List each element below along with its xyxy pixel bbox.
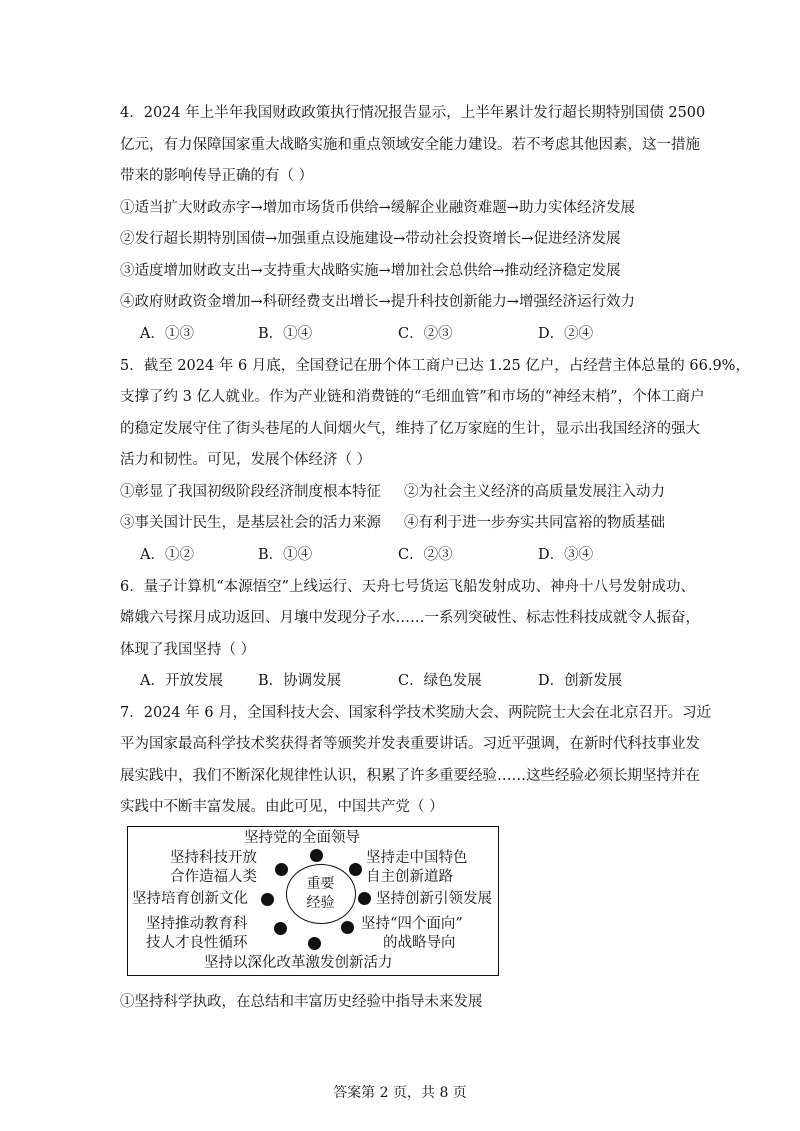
q5-option-a: A．①② <box>140 547 194 563</box>
dot-top-left <box>275 863 288 876</box>
q5-line-1: 5．截至 2024 年 6 月底，全国登记在册个体工商户已达 1.25 亿户，占经营主体总量的 66.9%， <box>120 358 750 374</box>
q6-option-b: B．协调发展 <box>258 673 342 689</box>
experience-diagram <box>127 826 499 976</box>
q6-line-1: 6．量子计算机“本源悟空”上线运行、天舟七号货运飞船发射成功、神舟十八号发射成功、 <box>120 579 696 595</box>
q4-item-4: ④政府财政资金增加→科研经费支出增长→提升科技创新能力→增强经济运行效力 <box>120 294 635 310</box>
label-bottom-left-2: 技人才良性循环 <box>146 935 248 951</box>
label-top-left-2: 合作造福人类 <box>170 869 257 885</box>
label-bottom-right-1: 坚持“四个面向” <box>361 916 463 932</box>
q4-option-a: A．①③ <box>140 326 194 342</box>
q4-item-1: ①适当扩大财政赤字→增加市场货币供给→缓解企业融资难题→助力实体经济发展 <box>120 200 635 216</box>
q4-option-b: B．①④ <box>258 326 313 342</box>
page-footer: 答案第 2 页，共 8 页 <box>333 1085 467 1101</box>
q4-line-3: 带来的影响传导正确的有（ ） <box>120 168 314 184</box>
q5-option-d: D．③④ <box>538 547 594 563</box>
q4-line-1: 4．2024 年上半年我国财政政策执行情况报告显示，上半年累计发行超长期特别国债 2500 <box>120 105 706 121</box>
label-top-right-1: 坚持走中国特色 <box>366 850 468 866</box>
q4-item-2: ②发行超长期特别国债→加强重点设施建设→带动社会投资增长→促进经济发展 <box>120 231 621 247</box>
label-bottom-left-1: 坚持推动教育科 <box>146 916 248 932</box>
dot-bottom <box>308 937 321 950</box>
dot-right <box>358 892 371 905</box>
q7-line-4: 实践中不断丰富发展。由此可见，中国共产党（ ） <box>120 799 444 815</box>
q4-option-c: C．②③ <box>398 326 453 342</box>
q4-option-d: D．②④ <box>538 326 594 342</box>
q5-option-b: B．①④ <box>258 547 313 563</box>
label-top-right-2: 自主创新道路 <box>366 869 453 885</box>
q7-line-3: 展实践中，我们不断深化规律性认识，积累了许多重要经验……这些经验必须长期坚持并在 <box>120 768 700 784</box>
label-top: 坚持党的全面领导 <box>244 830 360 846</box>
label-left: 坚持培育创新文化 <box>132 891 248 907</box>
q5-option-c: C．②③ <box>398 547 453 563</box>
q6-option-a: A．开放发展 <box>140 673 223 689</box>
q5-item-4: ④有利于进一步夯实共同富裕的物质基础 <box>404 515 665 531</box>
q6-option-c: C．绿色发展 <box>398 673 482 689</box>
q4-item-3: ③适度增加财政支出→支持重大战略实施→增加社会总供给→推动经济稳定发展 <box>120 263 621 279</box>
center-label-2: 经验 <box>306 895 335 911</box>
dot-bottom-right <box>341 921 354 934</box>
label-bottom-right-2: 的战略导向 <box>383 935 456 951</box>
q5-line-4: 活力和韧性。可见，发展个体经济（ ） <box>120 452 372 468</box>
center-label-1: 重要 <box>306 876 335 892</box>
q7-line-1: 7．2024 年 6 月，全国科技大会、国家科学技术奖励大会、两院院士大会在北京召开。习近 <box>120 705 712 721</box>
center-circle <box>286 864 356 924</box>
q5-item-1: ①彰显了我国初级阶段经济制度根本特征 <box>120 484 381 500</box>
q4-line-2: 亿元，有力保障国家重大战略实施和重点领域安全能力建设。若不考虑其他因素，这一措施 <box>120 137 700 153</box>
dot-top-right <box>349 863 362 876</box>
q7-line-2: 平为国家最高科学技术奖获得者等颁奖并发表重要讲话。习近平强调，在新时代科技事业发 <box>120 736 700 752</box>
dot-bottom-left <box>274 922 287 935</box>
dot-left <box>261 893 274 906</box>
q6-line-3: 体现了我国坚持（ ） <box>120 642 256 658</box>
q5-item-3: ③事关国计民生，是基层社会的活力来源 <box>120 515 381 531</box>
label-top-left-1: 坚持科技开放 <box>170 850 257 866</box>
q5-line-3: 的稳定发展守住了街头巷尾的人间烟火气，维持了亿万家庭的生计，显示出我国经济的强大 <box>120 421 700 437</box>
dot-top <box>310 849 323 862</box>
q6-option-d: D．创新发展 <box>538 673 623 689</box>
q5-line-2: 支撑了约 3 亿人就业。作为产业链和消费链的“毛细血管”和市场的“神经末梢”，个体工商户 <box>120 389 705 405</box>
label-right: 坚持创新引领发展 <box>376 891 492 907</box>
q6-line-2: 嫦娥六号探月成功返回、月壤中发现分子水……一系列突破性、标志性科技成就令人振奋， <box>120 610 700 626</box>
q5-item-2: ②为社会主义经济的高质量发展注入动力 <box>404 484 665 500</box>
q7-item-1: ①坚持科学执政，在总结和丰富历史经验中指导未来发展 <box>120 994 483 1010</box>
label-bottom: 坚持以深化改革激发创新活力 <box>204 955 393 971</box>
